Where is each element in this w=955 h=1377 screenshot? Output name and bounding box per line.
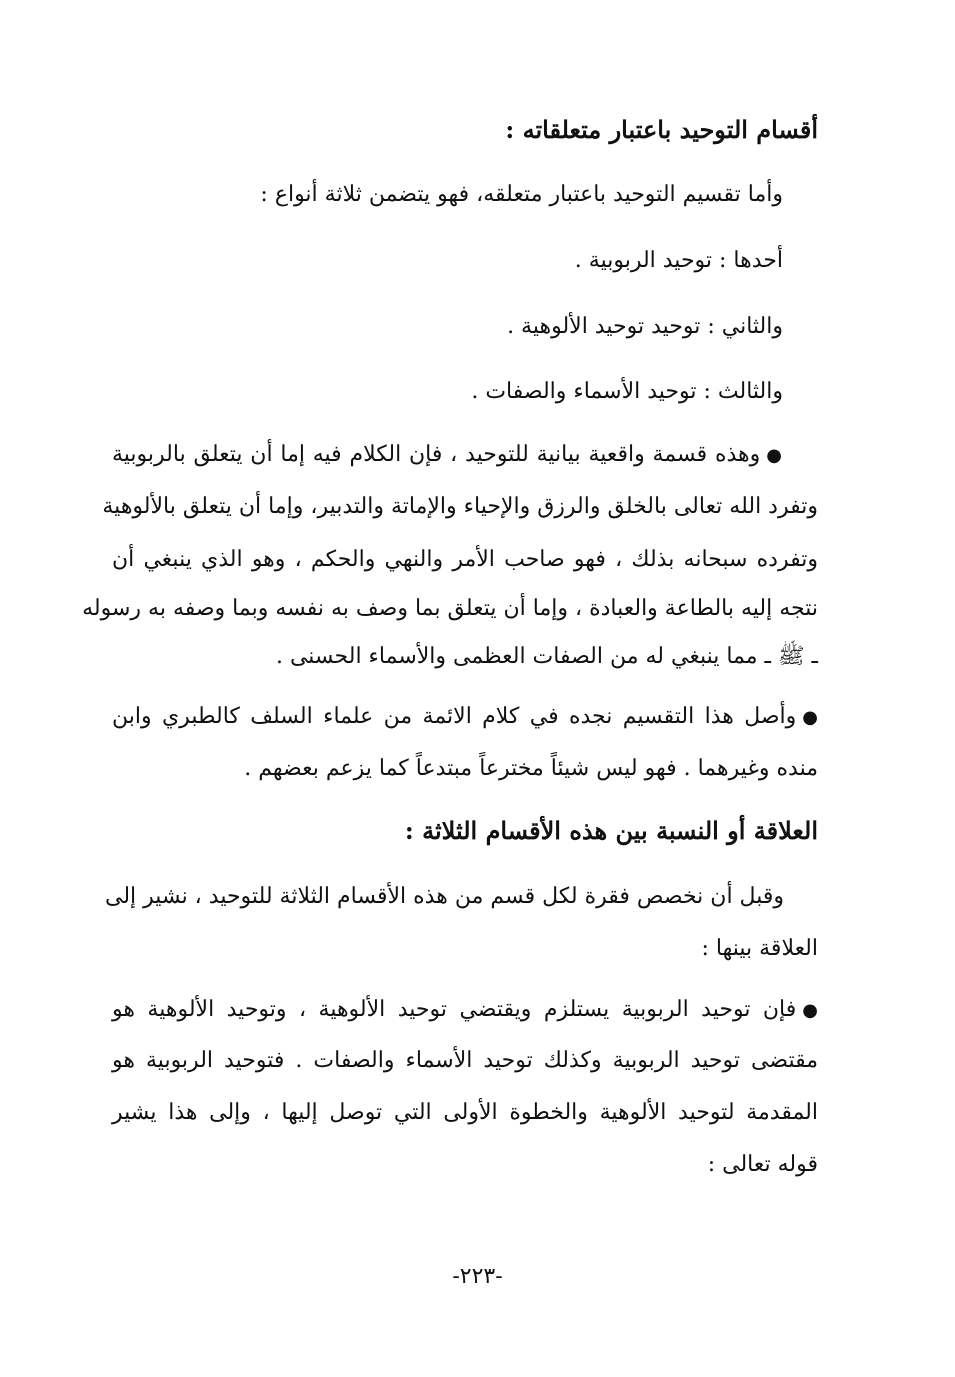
paragraph-line: مقتضى توحيد الربوبية وكذلك توحيد الأسماء والصفات . فتوحيد الربوبية هو <box>112 1048 818 1073</box>
bullet-icon: ● <box>802 1000 818 1021</box>
section-heading-categories: أقسام التوحيد باعتبار متعلقاته : <box>505 115 818 144</box>
paragraph-line: نتجه إليه بالطاعة والعبادة ، وإما أن يتعلق بما وصف به نفسه وبما وصفه به رسوله <box>82 596 818 621</box>
paragraph-line: المقدمة لتوحيد الألوهية والخطوة الأولى التي توصل إليها ، وإلى هذا يشير <box>112 1100 818 1125</box>
paragraph-line: وتفرده سبحانه بذلك ، فهو صاحب الأمر والنهي والحكم ، وهو الذي ينبغي أن <box>112 547 818 572</box>
list-item-first: أحدها : توحيد الربوبية . <box>574 248 783 273</box>
page-number: -٢٢٣- <box>452 1264 503 1289</box>
paragraph-line: منده وغيرهما . فهو ليس شيئاً مخترعاً مبتدعاً كما يزعم بعضهم . <box>244 756 818 781</box>
paragraph-line <box>112 995 818 1026</box>
list-item-third: والثالث : توحيد الأسماء والصفات . <box>471 379 783 404</box>
paragraph-line: ـ ﷺ ـ مما ينبغي له من الصفات العظمى والأسماء الحسنى . <box>275 644 818 669</box>
paragraph-line: العلاقة بينها : <box>701 936 818 961</box>
paragraph-text: وهذه قسمة واقعية بيانية للتوحيد ، فإن الكلام فيه إما أن يتعلق بالربوبية <box>112 442 761 467</box>
paragraph-text: فإن توحيد الربوبية يستلزم ويقتضي توحيد الألوهية ، وتوحيد الألوهية هو <box>112 997 797 1022</box>
paragraph-line: قوله تعالى : <box>707 1152 818 1177</box>
list-item-second: والثاني : توحيد توحيد الألوهية . <box>507 314 783 339</box>
paragraph-text: وأصل هذا التقسيم نجده في كلام الائمة من علماء السلف كالطبري وابن <box>112 704 797 729</box>
paragraph-line <box>112 440 782 471</box>
paragraph-line: وتفرد الله تعالى بالخلق والرزق والإحياء والإماتة والتدبير، وإما أن يتعلق بالألوهية <box>102 494 818 519</box>
paragraph-line: وقبل أن نخصص فقرة لكل قسم من هذه الأقسام الثلاثة للتوحيد ، نشير إلى <box>105 884 784 909</box>
bullet-icon: ● <box>766 445 782 466</box>
bullet-icon: ● <box>802 707 818 728</box>
intro-line: وأما تقسيم التوحيد باعتبار متعلقه، فهو يتضمن ثلاثة أنواع : <box>260 182 783 207</box>
section-heading-relationship: العلاقة أو النسبة بين هذه الأقسام الثلاثة : <box>404 816 818 845</box>
paragraph-line <box>112 702 818 733</box>
